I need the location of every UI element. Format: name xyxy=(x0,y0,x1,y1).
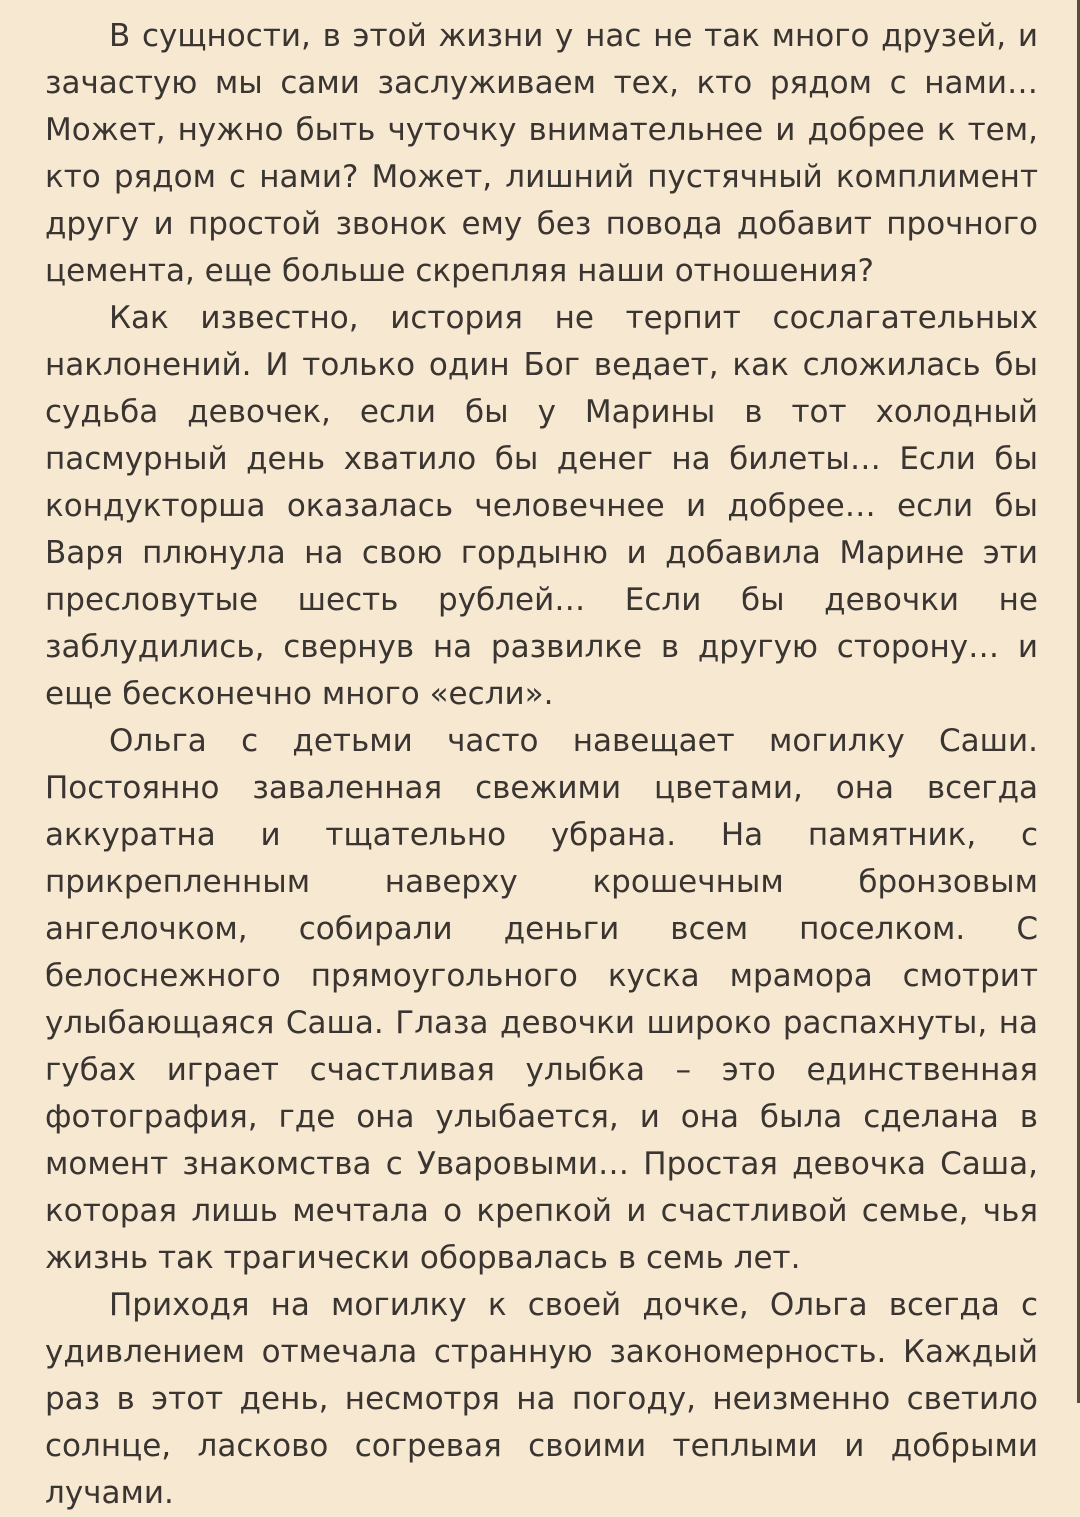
paragraph-history: Как известно, история не терпит сослагательных наклонений. И только один Бог ведает, как сложилась бы судьба девочек, если бы у Марины в тот холодный пасмурный день хватило бы денег на билеты… Если бы кондукторша оказалась человечнее и добрее… если бы Варя плюнула на свою гордыню и добавила Марине эти пресловутые шесть рублей… Если бы девочки не заблудились, свернув на развилке в другую сторону… и еще бесконечно много «если». xyxy=(45,300,1038,712)
paragraph-grave: Ольга с детьми часто навещает могилку Саши. Постоянно заваленная свежими цветами, она всегда аккуратна и тщательно убрана. На памятник, с прикрепленным наверху крошечным бронзовым ангелочком, собирали деньги всем поселком. С белоснежного прямоугольного куска мрамора смотрит улыбающаяся Саша. Глаза девочки широко распахнуты, на губах играет счастливая улыбка – это единственная фотография, где она улыбается, и она была сделана в момент знакомства с Уваровыми… Простая девочка Саша, которая лишь мечтала о крепкой и счастливой семье, чья жизнь так трагически оборвалась в семь лет. xyxy=(45,723,1038,1276)
paragraph-friends: В сущности, в этой жизни у нас не так много друзей, и зачастую мы сами заслуживаем тех, кто рядом с нами… Может, нужно быть чуточку внимательнее и добрее к тем, кто рядом с нами? Может, лишний пустячный комплимент другу и простой звонок ему без повода добавит прочного цемента, еще больше скрепляя наши отношения? xyxy=(45,18,1038,289)
paragraph-sunshine: Приходя на могилку к своей дочке, Ольга всегда с удивлением отмечала странную закономерность. Каждый раз в этот день, несмотря на погоду, неизменно светило солнце, ласково согревая своими теплыми и добрыми лучами. xyxy=(45,1287,1038,1511)
